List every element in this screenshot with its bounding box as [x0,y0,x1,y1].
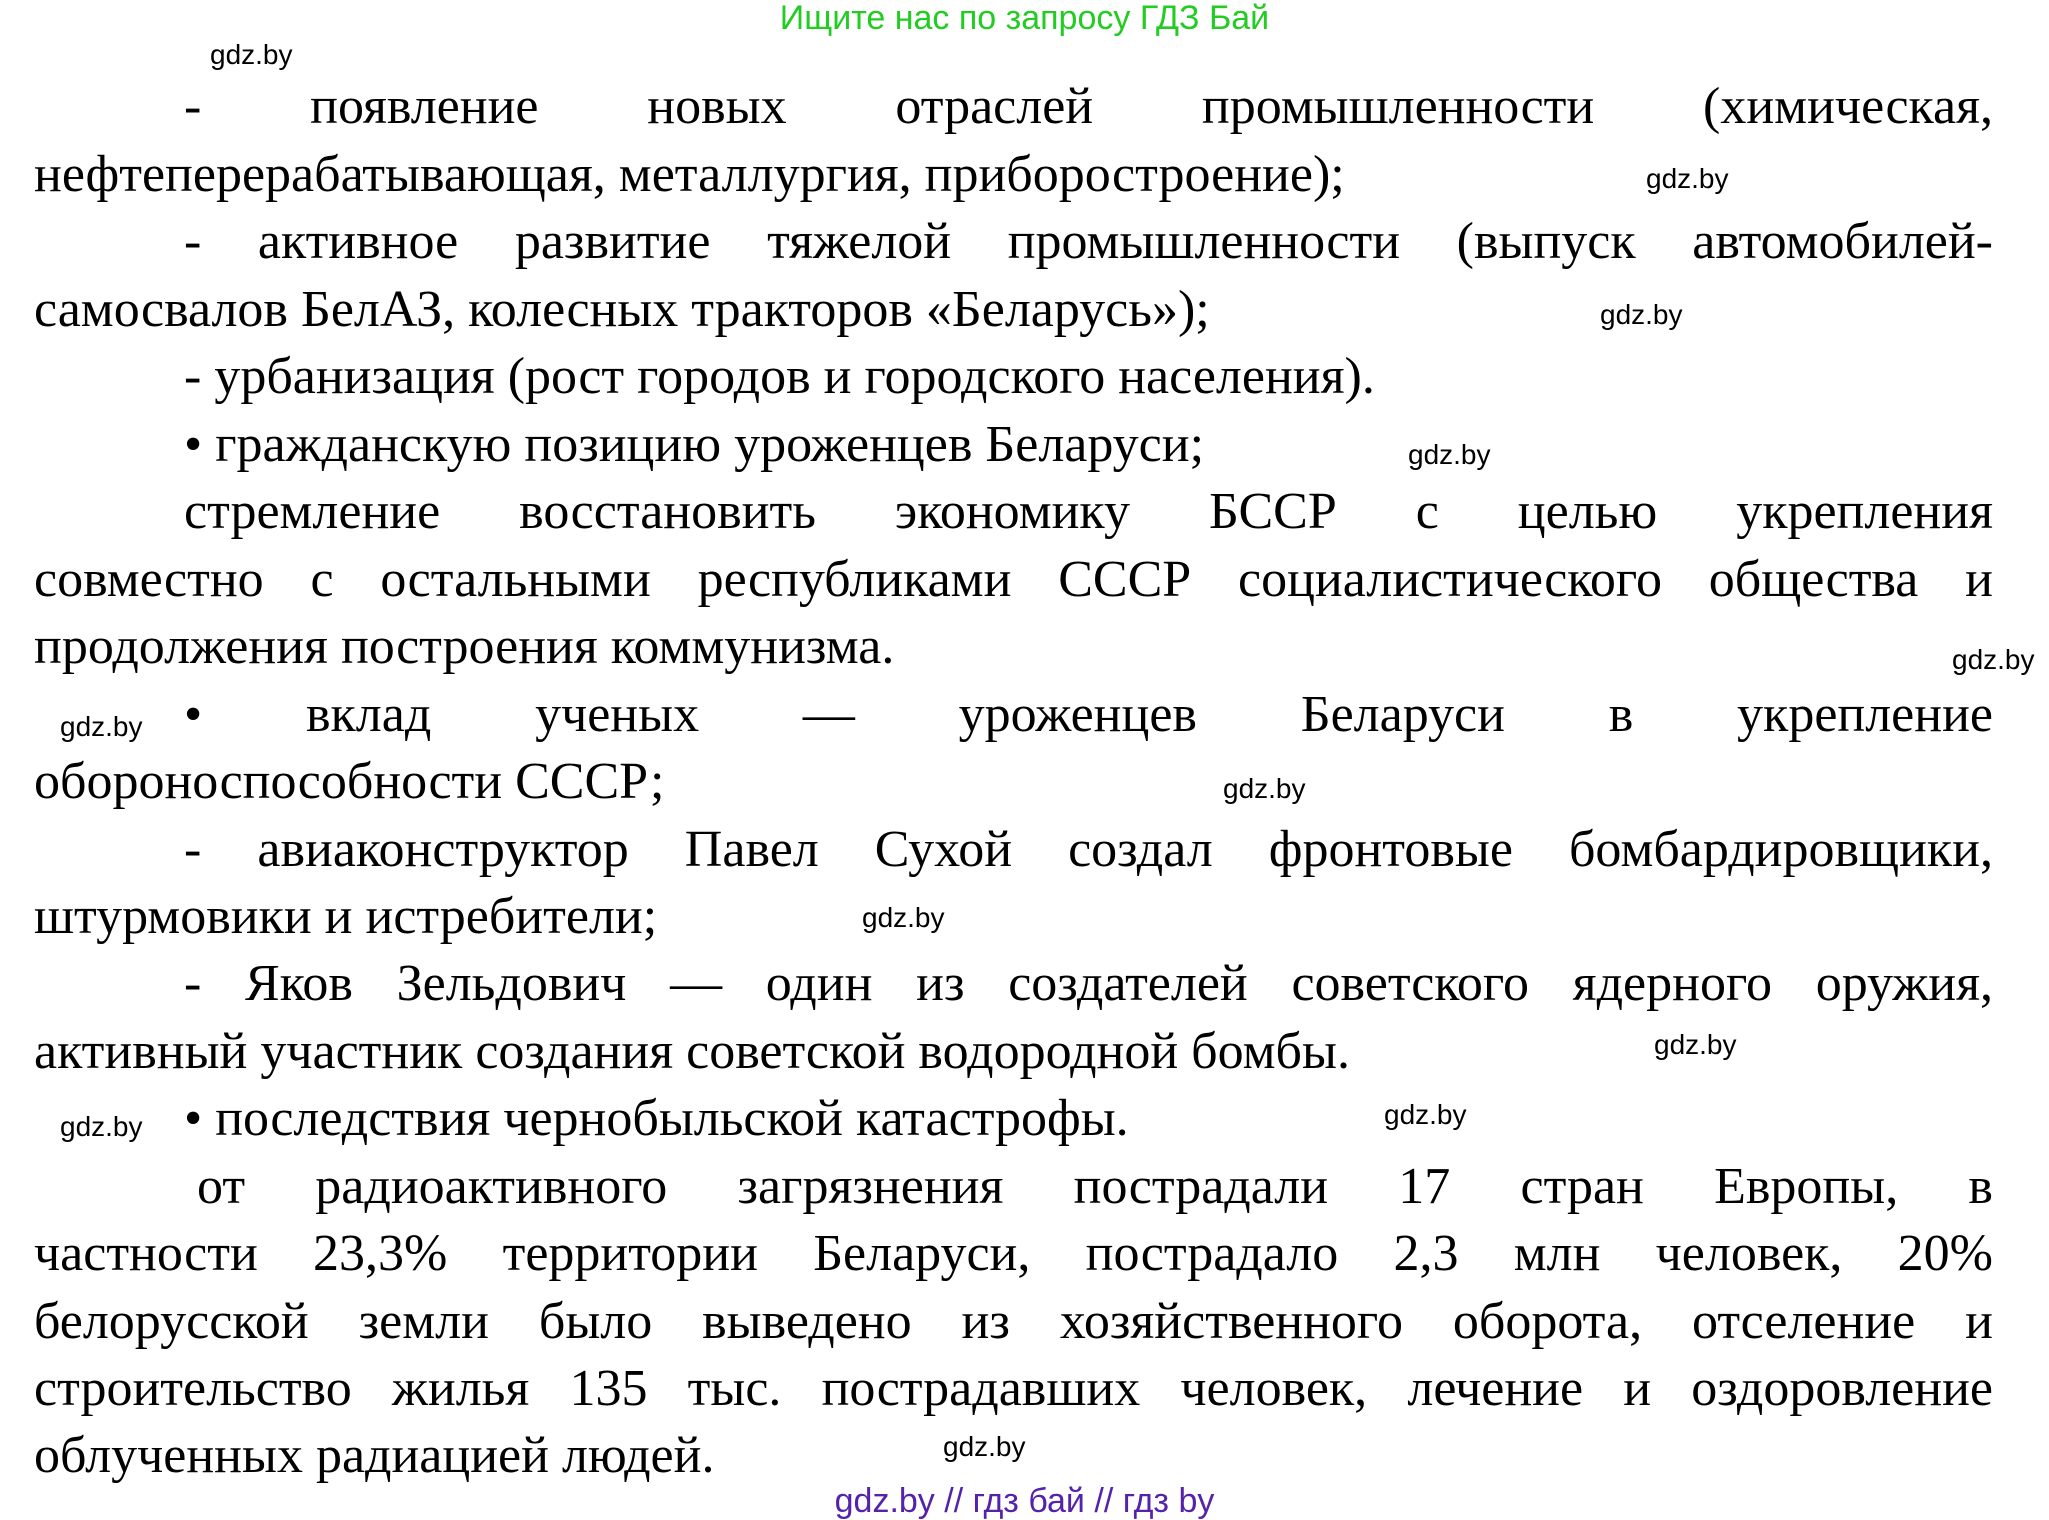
footer-links[interactable]: gdz.by // гдз бай // гдз by [834,1482,1215,1520]
watermark: gdz.by [1654,1029,1737,1060]
text-line: - Яков Зельдович — один из создателей советского ядерного оружия, [184,955,1993,1012]
text-line: от радиоактивного загрязнения пострадали 17 стран Европы, в [197,1158,1993,1215]
text-line: облученных радиацией людей. [34,1427,715,1484]
watermark: gdz.by [943,1431,1026,1462]
text-line: белорусской земли было выведено из хозяйственного оборота, отселение и [34,1293,1993,1350]
text-line: частности 23,3% территории Беларуси, пострадало 2,3 млн человек, 20% [34,1225,1993,1282]
text-line: • вклад ученых — уроженцев Беларуси в укрепление [184,686,1993,743]
text-line: нефтеперерабатывающая, металлургия, приборостроение); [34,146,1345,203]
watermark: gdz.by [1952,644,2035,675]
text-line: совместно с остальными республиками СССР социалистического общества и [34,551,1993,608]
text-line: самосвалов БелАЗ, колесных тракторов «Беларусь»); [34,281,1210,338]
watermark: gdz.by [60,1111,143,1142]
text-line: - появление новых отраслей промышленности (химическая, [184,78,1993,135]
text-line: - урбанизация (рост городов и городского населения). [184,348,1375,405]
watermark: gdz.by [210,39,293,70]
text-line: стремление восстановить экономику БССР с целью укрепления [184,483,1993,540]
text-line: активный участник создания советской водородной бомбы. [34,1023,1350,1080]
watermark: gdz.by [1600,299,1683,330]
watermark: gdz.by [862,902,945,933]
text-line: штурмовики и истребители; [34,888,658,945]
text-line: строительство жилья 135 тыс. пострадавших человек, лечение и оздоровление [34,1360,1993,1417]
watermark: gdz.by [1408,439,1491,470]
text-line: - активное развитие тяжелой промышленности (выпуск автомобилей- [184,213,1993,270]
watermark: gdz.by [1384,1099,1467,1130]
text-line: продолжения построения коммунизма. [34,618,895,675]
watermark: gdz.by [1223,773,1306,804]
text-line: • гражданскую позицию уроженцев Беларуси; [184,416,1205,473]
text-line: - авиаконструктор Павел Сухой создал фронтовые бомбардировщики, [184,821,1993,878]
text-line: обороноспособности СССР; [34,753,665,810]
watermark: gdz.by [1646,163,1729,194]
watermark: gdz.by [60,711,143,742]
search-banner: Ищите нас по запросу ГДЗ Бай [779,0,1270,37]
text-line: • последствия чернобыльской катастрофы. [184,1090,1129,1147]
